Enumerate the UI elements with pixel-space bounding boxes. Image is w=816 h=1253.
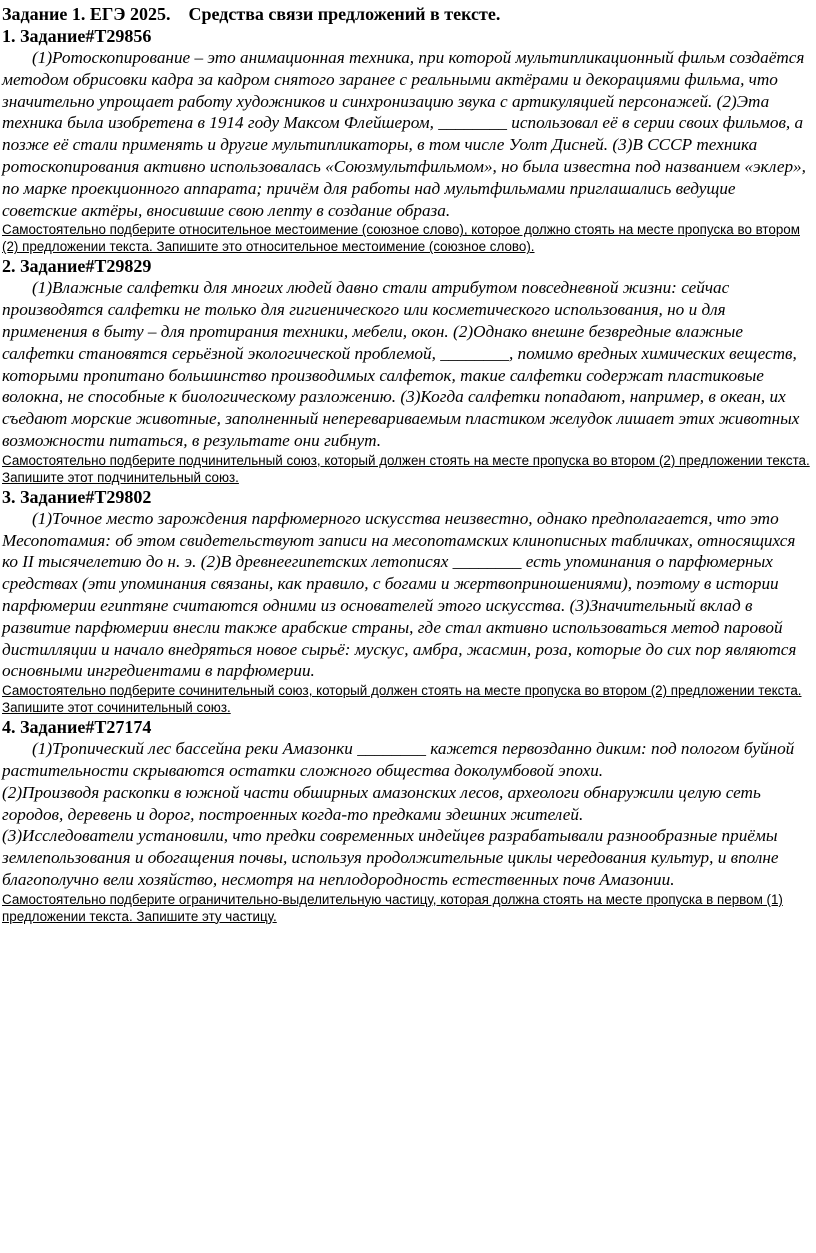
task-text (2, 738, 814, 891)
task-heading: 3. Задание#T29802 (2, 486, 152, 507)
document-title: Задание 1. ЕГЭ 2025. Средства связи предложений в тексте. (2, 4, 501, 24)
task-instruction: Самостоятельно подберите ограничительно-выделительную частицу, которая должна стоять на месте пропуска в первом (1) предложении текста. Запишите эту частицу. (2, 891, 783, 924)
sentence-1: (1)Точное место зарождения парфюмерного искусства неизвестно, однако предполагается, что это Месопотамия: об этом свидетельствуют записи на месопотамских клинописных табличках, относящихся ко II тысячелетию до н. э. (2, 508, 796, 572)
sentence-1: (1)Влажные салфетки для многих людей давно стали атрибутом повседневной жизни: сейчас производятся салфетки не только для гигиенического или косметического использования, но и для применения в быту – для протирания техники, мебели, окон. (2, 278, 730, 341)
sentence-2: (2)Эта техника была изобретена в 1914 году Максом Флейшером, ________ использовал её в серии своих фильмов, а позже её стали применять и другие мультипликаторы, в том числе Уолт Дисней. (2, 91, 804, 155)
task-2 (2, 255, 814, 485)
task-text (2, 47, 814, 221)
task-4 (2, 716, 814, 925)
sentence-2: (2)Производя раскопки в южной части обширных амазонских лесов, археологи обнаружили целую сеть городов, деревень и дорог, построенных когда-то предками здешних жителей. (2, 782, 761, 824)
task-1 (2, 25, 814, 255)
task-instruction: Самостоятельно подберите относительное местоимение (союзное слово), которое должно стоять на месте пропуска во втором (2) предложении текста. Запишите это относительное местоимение (союзное слово). (2, 222, 800, 255)
task-heading: 1. Задание#T29856 (2, 26, 152, 46)
sentence-3: (3)Исследователи установили, что предки современных индейцев разрабатывали разнообразные приёмы землепользования и обогащения почвы, используя продолжительные циклы чередования культур, и вполне благополучно вели хозяйство, несмотря на неплодородность естественных почв Амазонии. (2, 826, 779, 889)
sentence-3: (3)Когда салфетки попадают, например, в океан, их съедают морские животные, заполненный неперевариваемым пластиком желудок лишает этих животных возможности питаться, в результате они гибнут. (2, 387, 800, 450)
sentence-3: (3)В СССР техника ротоскопирования активно использовалась «Союзмультфильмом», но была известна под названием «эклер», по марке проекционного аппарата; причём для работы над мультфильмами приглашались ведущие советские актёры, вносившие свою лепту в создание образа. (2, 135, 806, 220)
sentence-3: (3)Значительный вклад в развитие парфюмерии внесли также арабские страны, где стал активно использоваться метод паровой дистилляции и начало внедряться новое сырьё: мускус, амбра, жасмин, роза, которые до сих пор являются основными ингредиентами в парфюмерии. (2, 595, 797, 681)
task-text (2, 508, 814, 682)
task-3 (2, 486, 814, 716)
sentence-2: (2)В древнеегипетских летописях ________ есть упоминания о парфюмерных средствах (эти упоминания связаны, как правило, с богами и жертвоприношениями), поэтому в истории парфюмерии египтяне считаются одними из основателей этого искусства. (2, 552, 779, 615)
task-instruction: Самостоятельно подберите сочинительный союз, который должен стоять на месте пропуска во втором (2) предложении текста. Запишите этот сочинительный союз. (2, 683, 802, 716)
sentence-1: (1)Ротоскопирование – это анимационная техника, при которой мультипликационный фильм создаётся методом обрисовки кадра за кадром снятого заранее с реальными актёрами и декорациями фильма, что значительно упрощает работу художников и синхронизацию звука с артикуляцией персонажей. (2, 48, 805, 111)
task-heading: 2. Задание#T29829 (2, 256, 152, 277)
task-instruction: Самостоятельно подберите подчинительный союз, который должен стоять на месте пропуска во втором (2) предложении текста. Запишите этот подчинительный союз. (2, 452, 810, 485)
task-heading: 4. Задание#T27174 (2, 717, 152, 738)
sentence-1: (1)Тропический лес бассейна реки Амазонки ________ кажется первозданно диким: под пологом буйной растительности скрываются остатки сложного общества доколумбовой эпохи. (2, 739, 795, 780)
sentence-2: (2)Однако внешне безвредные влажные салфетки становятся серьёзной экологической проблемой, ________, помимо вредных химических веществ, которыми пропитано большинство производимых салфеток, такие салфетки содержат пластиковые волокна, не способные к биологическому разложению. (2, 321, 797, 407)
task-text (2, 277, 814, 451)
